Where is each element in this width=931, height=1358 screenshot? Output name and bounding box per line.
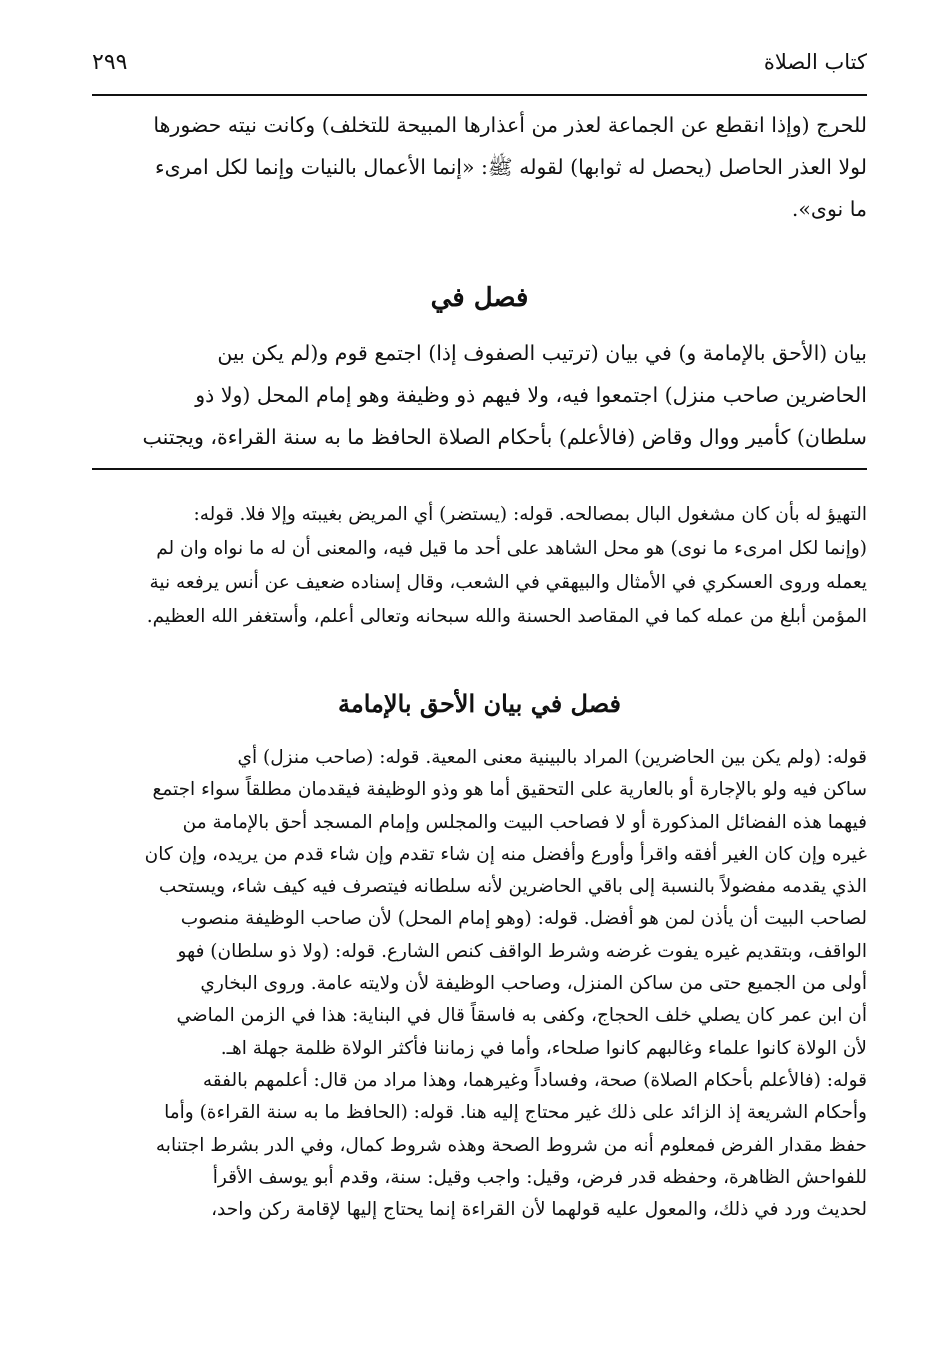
text-line: أن ابن عمر كان يصلي خلف الحجاج، وكفى به فاسقاً قال في البناية: هذا في الزمن الماضي <box>176 1005 867 1027</box>
text-line: قوله: (ولم يكن بين الحاضرين) المراد بالبينية معنى المعية. قوله: (صاحب منزل) أي <box>237 747 867 768</box>
text-line: للحرج (وإذا انقطع عن الجماعة لعذر من أعذارها المبيحة للتخلف) وكانت نيته حضورها <box>153 113 867 137</box>
sharh-paragraph-1 <box>92 498 867 634</box>
text-line: قوله: (فالأعلم بأحكام الصلاة) صحة، وفساداً وغيرهما، وهذا مراد من قال: أعلمهم بالفقه <box>202 1069 867 1091</box>
text-line: لأن الولاة كانوا علماء وغالبهم كانوا صلحاء، وأما في زماننا فأكثر الولاة ظلمة جهلة اهـ. <box>220 1037 867 1059</box>
text-line: (وإنما لكل امرىء ما نوى) هو محل الشاهد على أحد ما قيل فيه، والمعنى أن له ما نواه وان لم <box>156 538 867 559</box>
text-line: بيان (الأحق بالإمامة و) في بيان (ترتيب الصفوف إذا) اجتمع قوم و(لم يكن بين <box>217 341 867 365</box>
matn-section-paragraph <box>92 332 867 458</box>
text-line: أولى من الجميع حتى من ساكن المنزل، وصاحب الوظيفة لأن ولايته عامة. وروى البخاري <box>200 973 867 995</box>
header-rule <box>92 94 867 96</box>
sharh-section-heading: فصل في بيان الأحق بالإمامة <box>338 689 621 718</box>
text-line: وأحكام الشريعة إذ الزائد على ذلك غير محتاج إليه هنا. قوله: (الحافظ ما به سنة القراءة) وأما <box>164 1102 867 1124</box>
text-line: حفظ مقدار الفرض فمعلوم أنه من شروط الصحة وهذه شروط كمال، وفي الدر بشرط اجتنابه <box>155 1134 867 1156</box>
text-line: التهيؤ له بأن كان مشغول البال بمصالحه. قوله: (يستضر) أي المريض بغيبته وإلا فلا. قوله: <box>193 504 867 525</box>
page-number: ٢٩٩ <box>92 49 128 75</box>
text-line: الذي يقدمه مفضولاً بالنسبة إلى باقي الحاضرين لأنه سلطانه فيتصرف فيه كيف شاء، ويستحب <box>158 876 867 898</box>
text-line: المؤمن أبلغ من عمله كما في المقاصد الحسنة والله سبحانه وتعالى أعلم، وأستغفر الله العظيم. <box>146 606 867 627</box>
text-line: غيره وإن كان الغير أفقه واقرأ وأورع وأفضل منه إن شاء تقدم وإن شاء قدم من يريده، وإن كان <box>144 843 867 865</box>
text-line: للفواحش الظاهرة، وحفظه قدر فرض، وقيل: واجب وقيل: سنة، وقدم أبو يوسف الأقرأ <box>212 1166 867 1188</box>
matn-intro-paragraph <box>92 104 867 230</box>
text-line: ما نوى». <box>791 197 867 221</box>
matn-sharh-separator <box>92 468 867 470</box>
text-line: الواقف، وبتقديم غيره يفوت غرضه وشرط الواقف كنص الشارع. قوله: (ولا ذو سلطان) فهو <box>177 940 867 962</box>
sharh-paragraph-2 <box>92 742 867 1226</box>
matn-section-heading: فصل في <box>430 283 529 313</box>
text-line: يعمله وروى العسكري في الأمثال والبيهقي في الشعب، وقال إسناده ضعيف عن أنس يرفعه نية <box>149 572 867 593</box>
running-header <box>92 40 867 84</box>
text-line: الحاضرين صاحب منزل) اجتمعوا فيه، ولا فيهم ذو وظيفة وهو إمام المحل (ولا ذو <box>195 383 867 407</box>
text-line: لصاحب البيت أن يأذن لمن هو أفضل. قوله: (وهو إمام المحل) لأن صاحب الوظيفة منصوب <box>180 908 867 930</box>
text-line: سلطان) كأمير ووال وقاض (فالأعلم) بأحكام الصلاة الحافظ ما به سنة القراءة، ويجتنب <box>142 425 867 449</box>
text-line: لحديث ورد في ذلك، والمعول عليه قولهما لأن القراءة إنما يحتاج إليها لإقامة ركن واحد، <box>211 1199 867 1221</box>
text-line: ساكن فيه ولو بالإجارة أو بالعارية على التحقيق أما هو وذو الوظيفة فيقدمان مطلقاً سواء اجتمع <box>152 779 867 801</box>
text-line: فيهما هذه الفضائل المذكورة أو لا فصاحب البيت والمجلس وإمام المسجد أحق بالإمامة من <box>182 811 867 833</box>
text-line: لولا العذر الحاصل (يحصل له ثوابها) لقوله ﷺ: «إنما الأعمال بالنيات وإنما لكل امرىء <box>155 155 867 179</box>
book-title: كتاب الصلاة <box>763 50 867 74</box>
